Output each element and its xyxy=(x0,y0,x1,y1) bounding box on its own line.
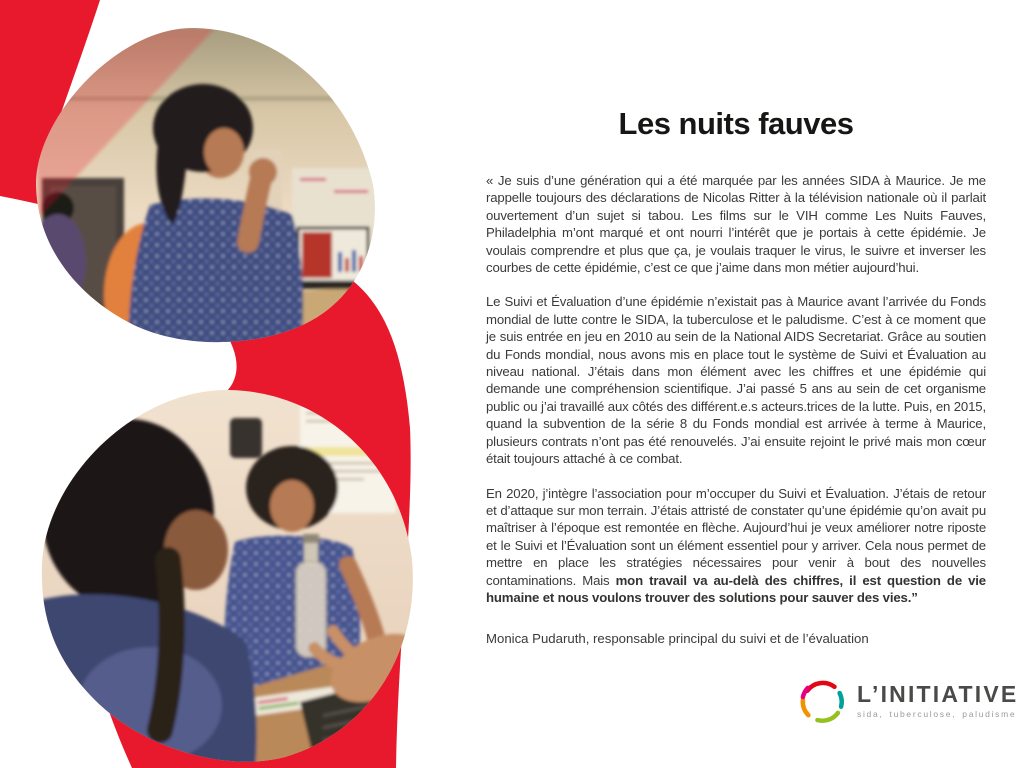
paragraph-3-regular: En 2020, j’intègre l’association pour m’occuper du Suivi et Évaluation. J’étais de retour et d’attaque sur mon terrain. J’étais attristé de constater qu’une épidémie qu’on avait pu maîtriser à l’époque est remontée en flèche. Aujourd’hui je veux améliorer notre riposte et le Suivi et l’Évaluation sont un élément essentiel pour y arriver. Cela nous permet de mettre en place les stratégies nécessaires pour venir à bout des nouvelles contaminations. Mais xyxy=(486,485,986,588)
attribution-line: Monica Pudaruth, responsable principal du suivi et de l’évaluation xyxy=(486,631,869,647)
initiative-tagline: sida, tuberculose, paludisme xyxy=(857,709,1017,720)
paragraph-3 xyxy=(486,485,986,607)
page-title: Les nuits fauves xyxy=(618,106,854,141)
paragraph-2: Le Suivi et Évaluation d’une épidémie n’existait pas à Maurice avant l’arrivée du Fonds mondial de lutte contre le SIDA, la tuberculose et le paludisme. C’est à ce moment que je suis entrée en jeu en 2010 au sein de la National AIDS Secretariat. Grâce au soutien du Fonds mondial, nous avons mis en place tout le système de Suivi et Évaluation au niveau national. J’étais dans mon élément avec les chiffres et une épidémie qui demande une compréhension scientifique. J’ai passé 5 ans au sein de cet organisme public ou j’ai travaillé aux côtés des différent.e.s acteurs.trices de la lutte. Puis, en 2015, quand la subvention de la série 8 du Fonds mondial est arrivée à terme à Maurice, plusieurs contrats n’ont pas été renouvelés. J’ai ensuite rejoint le privé mais mon cœur était toujours attaché à ce combat. xyxy=(486,294,986,467)
article xyxy=(486,0,986,648)
initiative-wordmark: L’INITIATIVE xyxy=(857,681,1019,708)
initiative-logo-icon xyxy=(797,676,847,726)
paragraph-1: « Je suis d’une génération qui a été marquée par les années SIDA à Maurice. Je me rappelle toujours des déclarations de Nicolas Ritter à la télévision nationale où il parlait ouvertement d’un sujet si tabou. Les films sur le VIH comme Les Nuits Fauves, Philadelphia m’ont marqué et ont nourri l’intérêt que je portais à cette épidémie. Je voulais comprendre et plus que ça, je voulais traquer le virus, le suivre et inverser les courbes de cette épidémie, c’est ce que j’aime dans mon métier aujourd’hui. xyxy=(486,173,986,276)
paragraph-3-bold-quote: mon travail va au-delà des chiffres, il est question de vie humaine et nous voulons trouver des solutions pour sauver des vies.” xyxy=(486,572,986,605)
article-body xyxy=(486,172,986,606)
initiative-logo-text xyxy=(857,683,1018,719)
initiative-logo xyxy=(797,676,1018,726)
